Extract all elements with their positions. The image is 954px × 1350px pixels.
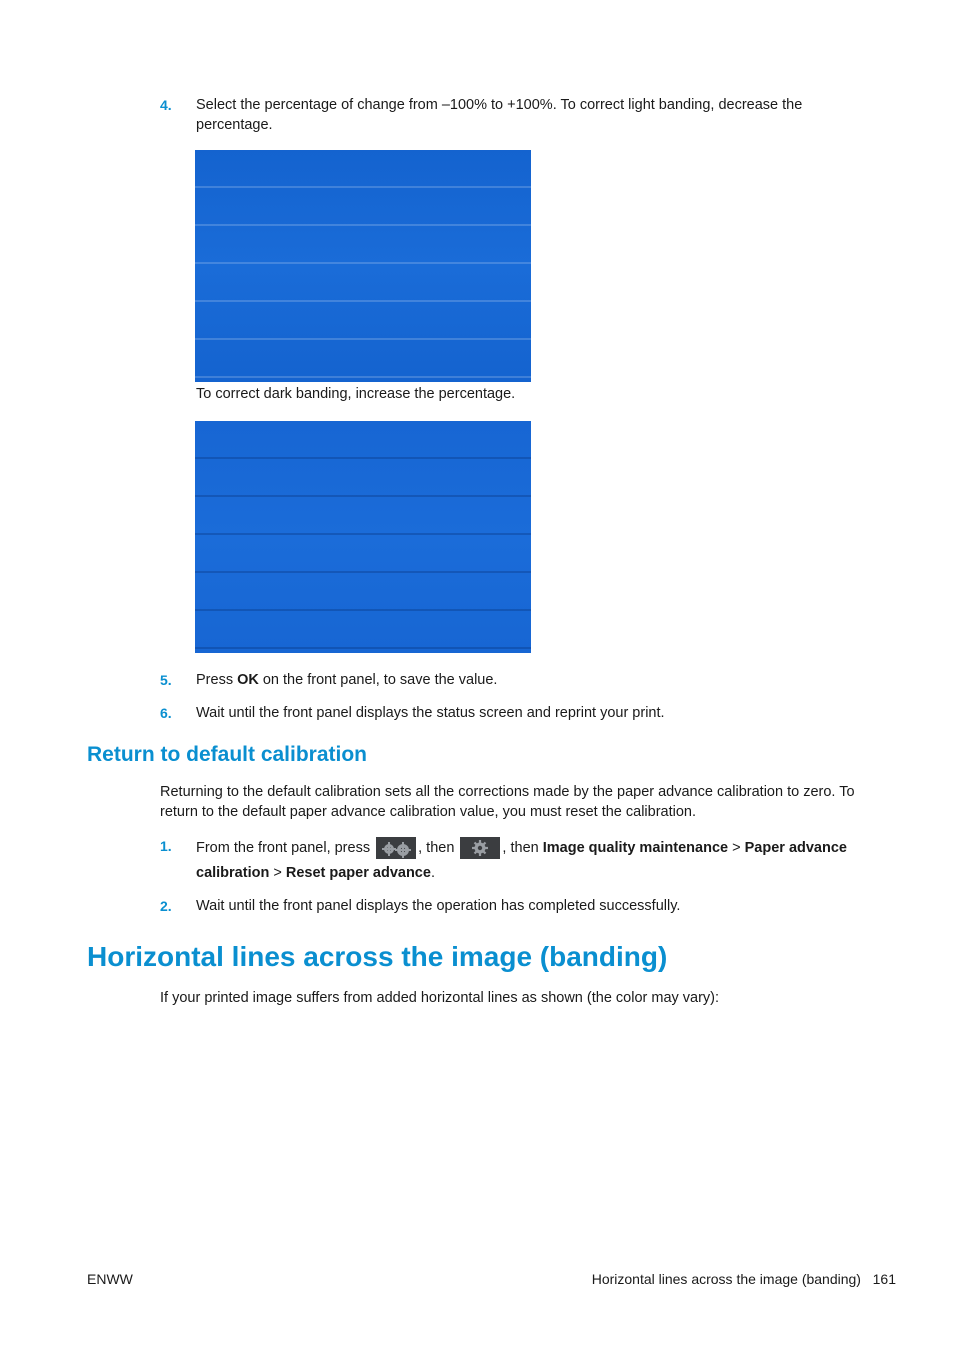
menu-path-separator: >: [728, 840, 745, 856]
step-text: Wait until the front panel displays the operation has completed successfully.: [196, 898, 681, 914]
step-text: [196, 670, 497, 690]
step-text-part: From the front panel, press: [196, 840, 375, 856]
step-text-line: percentage.: [196, 117, 273, 133]
step-text: [196, 836, 896, 886]
ok-key-label: OK: [237, 672, 259, 688]
menu-path-item: Reset paper advance: [285, 865, 431, 881]
menu-path-item: Paper advance: [744, 840, 847, 856]
paragraph-line: return to the default paper advance calibration value, you must reset the calibration.: [160, 804, 697, 820]
page-section-title: Horizontal lines across the image (banding): [87, 941, 668, 972]
menu-path-item: Image quality maintenance: [542, 840, 729, 856]
light-banding-image: [195, 150, 531, 382]
paragraph-line: Returning to the default calibration sets all the corrections made by the paper advance calibration to zero. To: [160, 784, 855, 800]
dark-banding-image: [195, 421, 531, 653]
footer-left: ENWW: [87, 1271, 133, 1287]
menu-path-separator: >: [269, 865, 286, 881]
step-text-part: , then: [418, 840, 459, 856]
step-text-line: Select the percentage of change from –100% to +100%. To correct light banding, decrease the: [196, 97, 803, 113]
step-text-part: , then: [502, 840, 543, 856]
settings-gears-icon: [376, 837, 416, 859]
footer-title: Horizontal lines across the image (banding): [591, 1271, 861, 1287]
section-heading: Return to default calibration: [87, 743, 368, 766]
step-number: 6.: [160, 705, 172, 721]
section-paragraph: [160, 782, 900, 822]
dark-banding-caption: To correct dark banding, increase the percentage.: [196, 386, 516, 402]
step-number: 5.: [160, 672, 172, 688]
step-text: [196, 95, 896, 135]
step-text: Wait until the front panel displays the status screen and reprint your print.: [196, 705, 665, 721]
step-number: 1.: [160, 838, 172, 854]
menu-path-item: calibration: [196, 865, 270, 881]
page-number: 161: [872, 1271, 896, 1287]
step-text-part: .: [430, 865, 435, 881]
gear-icon: [460, 837, 500, 859]
step-number: 4.: [160, 97, 172, 113]
step-text-part: on the front panel, to save the value.: [258, 672, 498, 688]
step-number: 2.: [160, 898, 172, 914]
section-paragraph: If your printed image suffers from added horizontal lines as shown (the color may vary):: [160, 990, 720, 1006]
footer-right: [592, 1271, 896, 1287]
step-text-part: Press: [196, 672, 238, 688]
